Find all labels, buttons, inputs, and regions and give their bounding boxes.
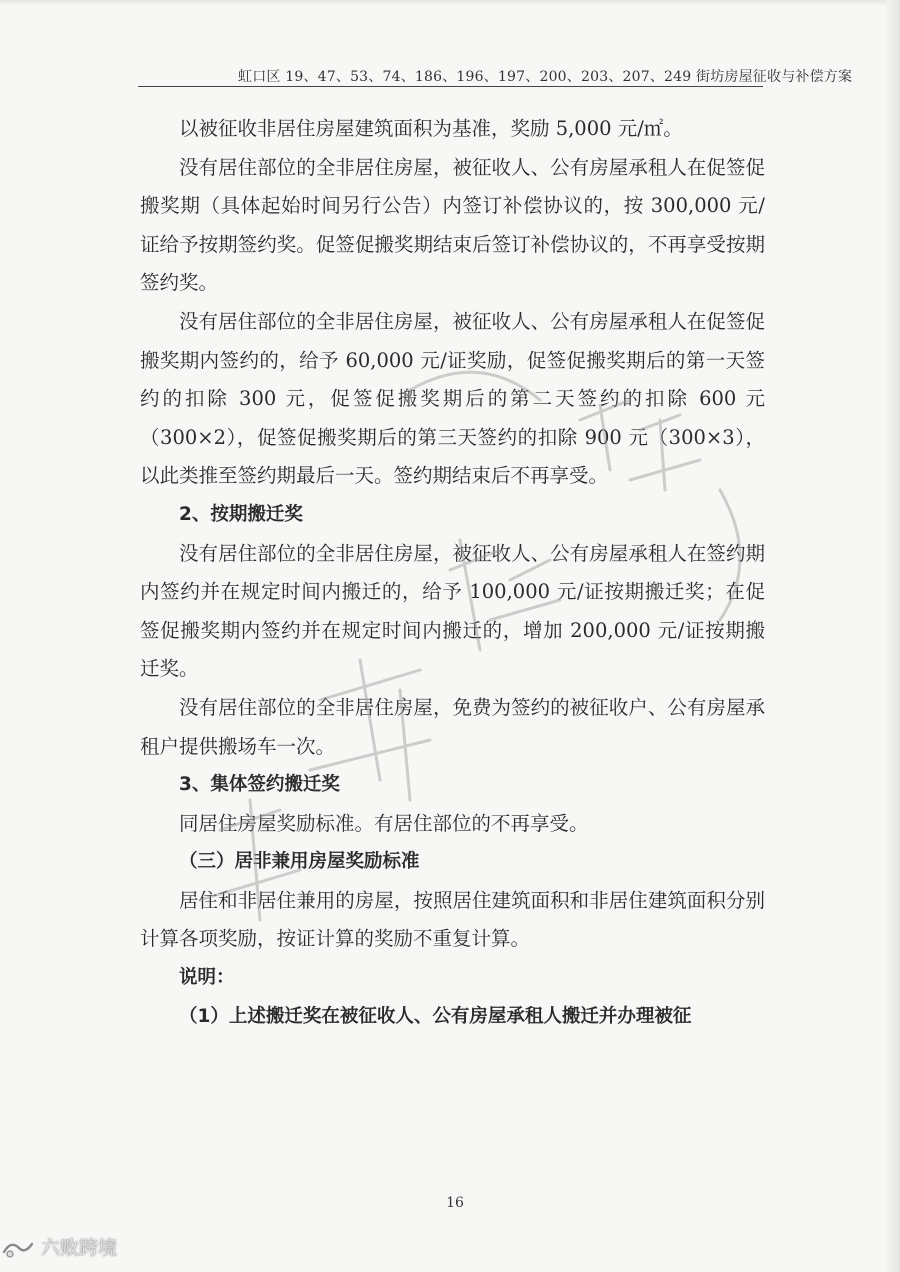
paragraph: 同居住房屋奖励标准。有居住部位的不再享受。: [179, 811, 589, 835]
watermark-text: 六败跨境: [41, 1237, 118, 1259]
section-heading: （三）居非兼用房屋奖励标准: [179, 851, 420, 873]
watermark-logo-icon: [1, 1238, 35, 1260]
body-text: [140, 110, 765, 1036]
paragraph: 没有居住部位的全非居住房屋，被征收人、公有房屋承租人在促签促搬奖期内签约的，给予 60,000 元/证奖励，促签促搬奖期后的第一天签约的扣除 300 元，促签促搬奖期后的第二天签约的扣除 600 元（300×2），促签促搬奖期后的第三天签约的扣除 900 元（300×3），以此类推至签约期最后一天。签约期结束后不再享受。: [140, 309, 765, 488]
notes-heading: 说明：: [179, 967, 235, 989]
section-heading: 2、按期搬迁奖: [179, 503, 303, 525]
paragraph: 居住和非居住兼用的房屋，按照居住建筑面积和非居住建筑面积分别计算各项奖励，按证计算的奖励不重复计算。: [140, 888, 765, 951]
page-top-edge: [0, 0, 900, 6]
note-item: （1）上述搬迁奖在被征收人、公有房屋承租人搬迁并办理被征: [179, 1005, 692, 1027]
running-header: 虹口区 19、47、53、74、186、196、197、200、203、207、249 街坊房屋征收与补偿方案: [238, 69, 853, 85]
page-right-edge: [886, 0, 900, 1272]
header-rule: [138, 86, 763, 87]
paragraph: 没有居住部位的全非居住房屋，被征收人、公有房屋承租人在促签促搬奖期（具体起始时间另行公告）内签订补偿协议的，按 300,000 元/证给予按期签约奖。促签促搬奖期结束后签订补偿协议的，不再享受按期签约奖。: [140, 155, 765, 295]
section-heading: 3、集体签约搬迁奖: [179, 774, 340, 796]
paragraph: 没有居住部位的全非居住房屋，被征收人、公有房屋承租人在签约期内签约并在规定时间内搬迁的，给予 100,000 元/证按期搬迁奖；在促签促搬奖期内签约并在规定时间内搬迁的，增加 200,000 元/证按期搬迁奖。: [140, 541, 765, 681]
page-number: 16: [446, 1195, 464, 1211]
paragraph: 以被征收非居住房屋建筑面积为基准，奖励 5,000 元/㎡。: [179, 117, 683, 140]
paragraph: 没有居住部位的全非居住房屋，免费为签约的被征收户、公有房屋承租户提供搬场车一次。: [140, 695, 765, 758]
watermark: [1, 1233, 117, 1260]
